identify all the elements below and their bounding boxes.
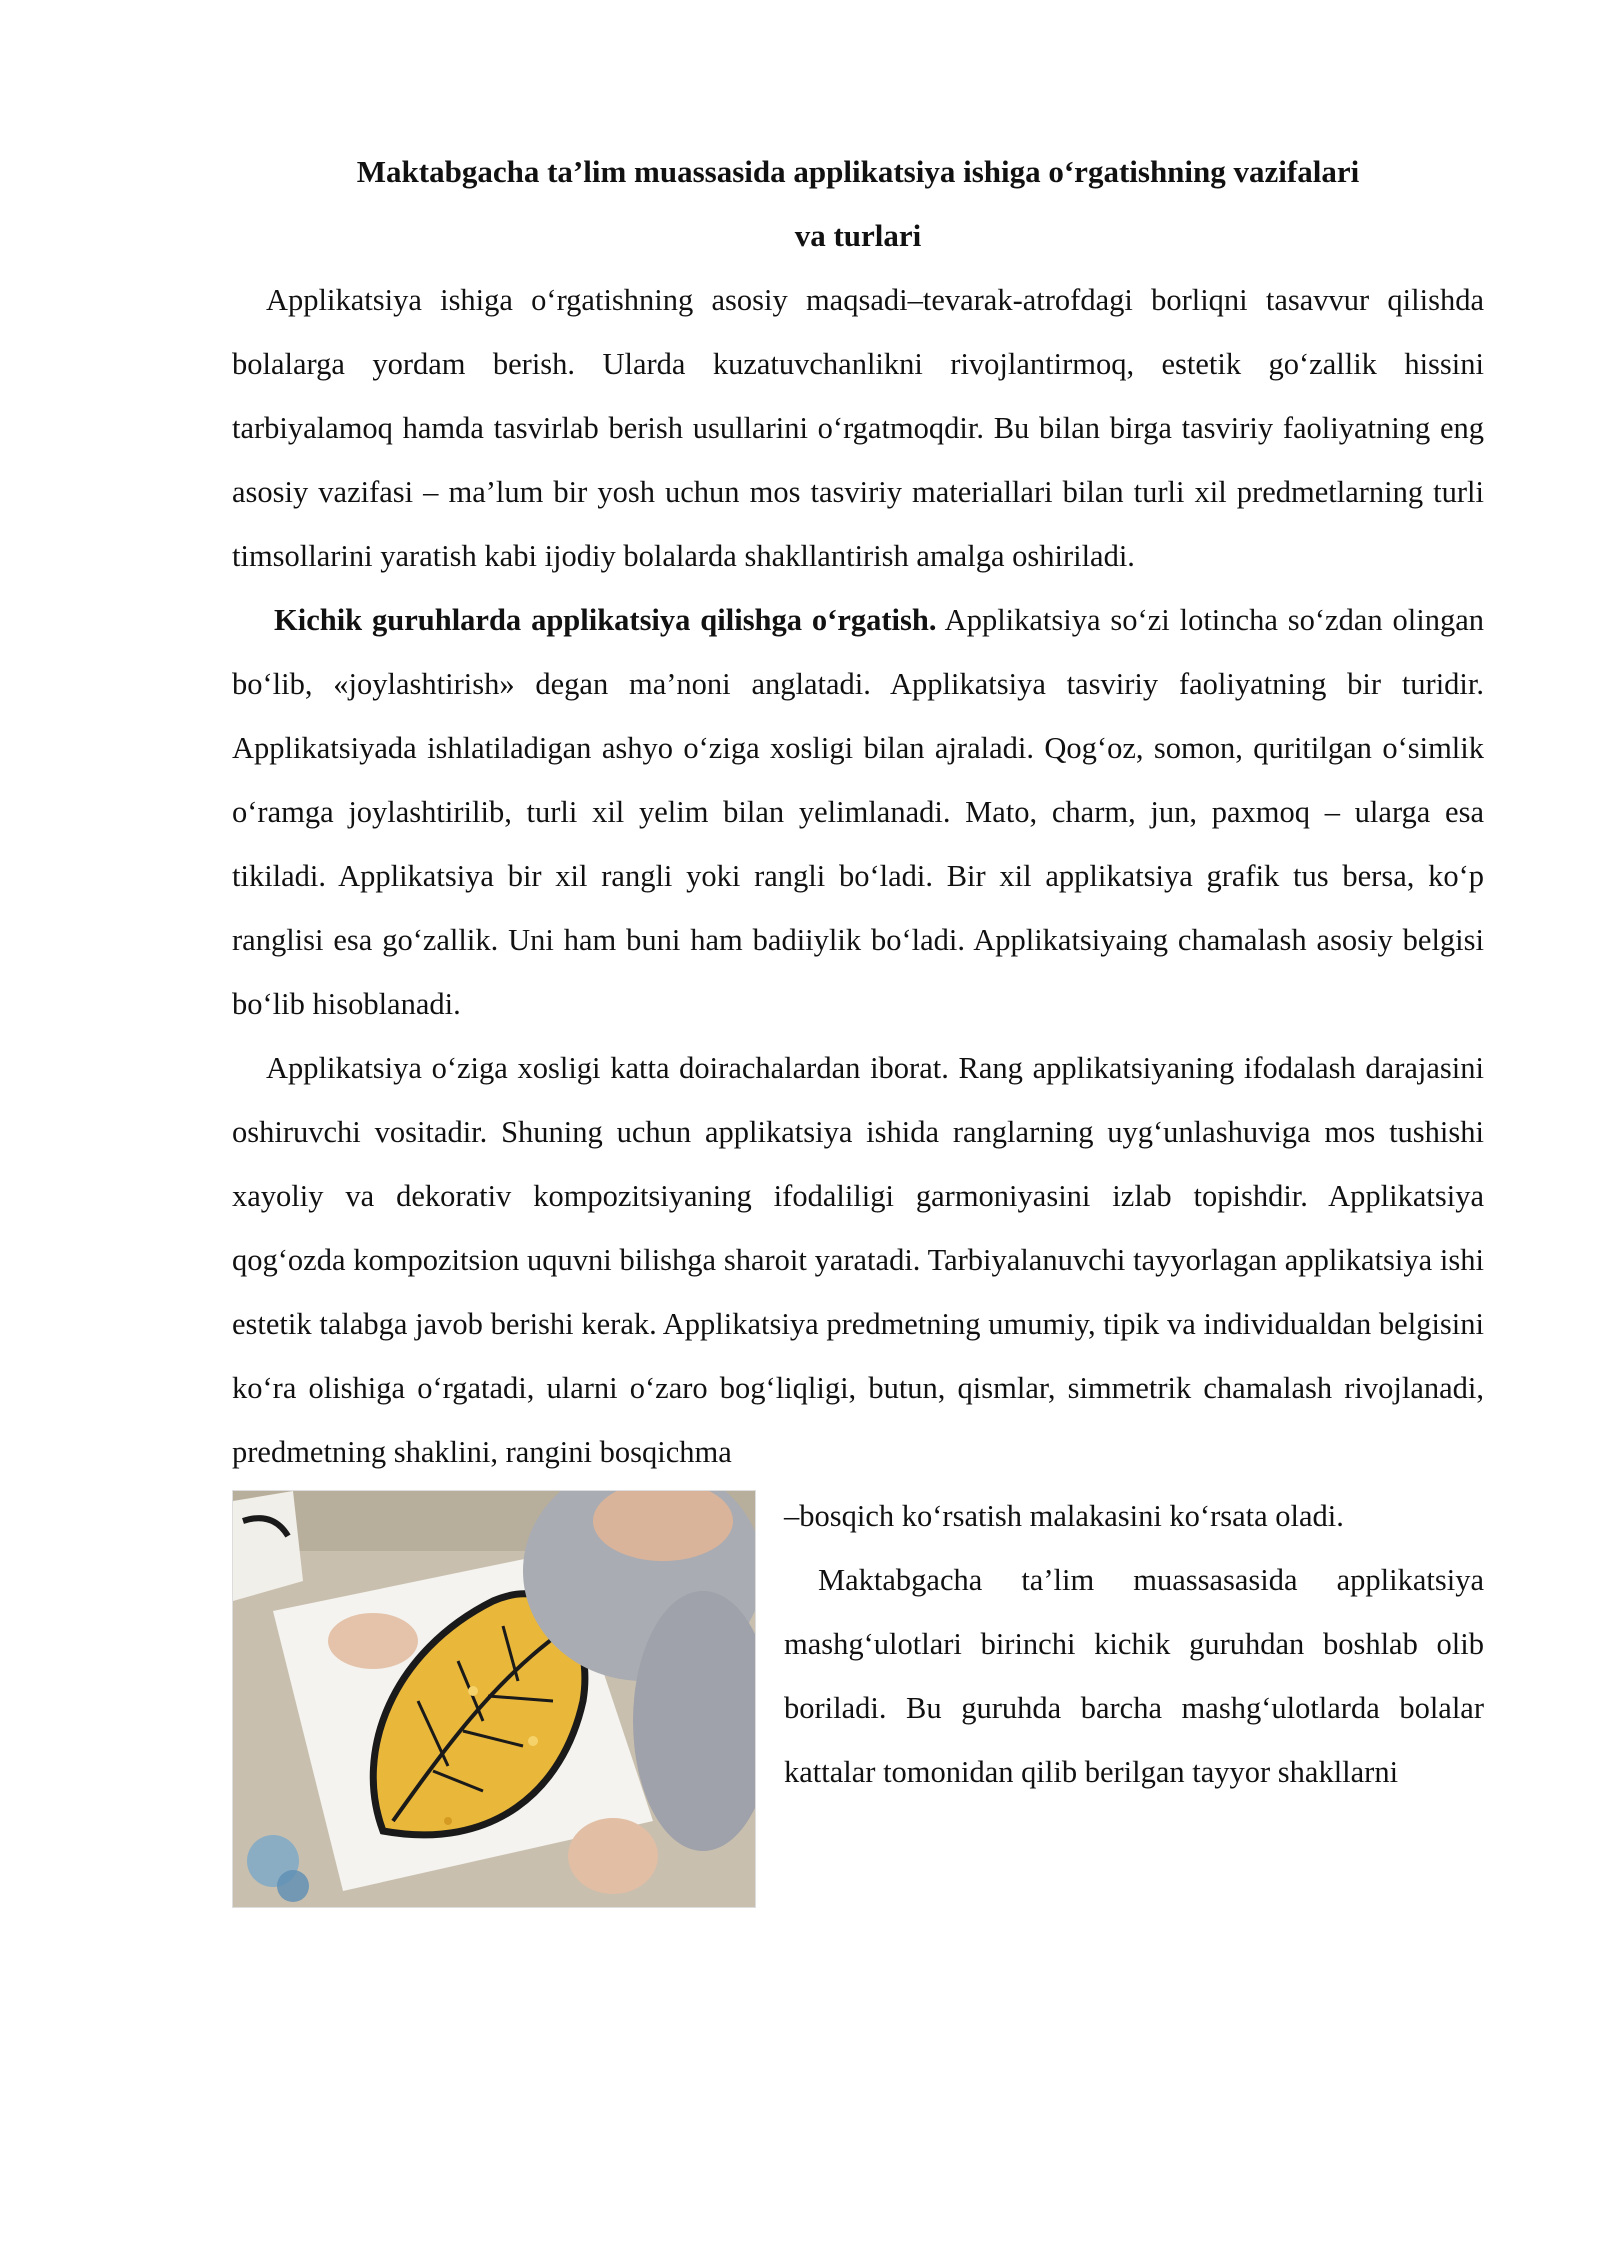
paragraph-3: Applikatsiya o‘ziga xosligi katta doirachalardan iborat. Rang applikatsiyaning ifodalash darajasini oshiruvchi vositadir. Shuning uchun applikatsiya ishida ranglarning uyg‘unlashuviga mos tushishi xayoliy va dekorativ kompozitsiyaning ifodaliligi garmoniyasini izlab topishdir. Applikatsiya qog‘ozda kompozitsion uquvni bilishga sharoit yaratadi. Tarbiyalanuvchi tayyorlagan applikatsiya ishi estetik talabga javob berishi kerak. Applikatsiya predmetning umumiy, tipik va individualdan belgisini ko‘ra olishiga o‘rgatadi, ularni o‘zaro bog‘liqligi, butun, qismlar, simmetrik chamalash rivojlanadi, predmetning shaklini, rangini bosqichma [232,1051,1484,1469]
paragraph-2-heading: Kichik guruhlarda applikatsiya qilishga o‘rgatish. [274,603,937,637]
paragraph-1: Applikatsiya ishiga o‘rgatishning asosiy maqsadi–tevarak-atrofdagi borliqni tasavvur qilishda bolalarga yordam berish. Ularda kuzatuvchanlikni rivojlantirmoq, estetik go‘zallik hissini tarbiyalamoq hamda tasvirlab berish usullarini o‘rgatmoqdir. Bu bilan birga tasviriy faoliyatning eng asosiy vazifasi – ma’lum bir yosh uchun mos tasviriy materiallari bilan turli xil predmetlarning turli timsollarini yaratish kabi ijodiy bolalarda shakllantirish amalga oshiriladi. [232,283,1484,573]
paragraph-3-continued: –bosqich ko‘rsatish malakasini ko‘rsata oladi. [784,1499,1344,1533]
paragraph-2 [232,588,1484,1036]
document-title-line2: va turlari [794,218,922,253]
photo-illustration [233,1491,755,1907]
paragraph-4: Maktabgacha ta’lim muassasasida applikatsiya mashg‘ulotlari birinchi kichik guruhdan boshlab olib boriladi. Bu guruhda barcha mashg‘ulotlarda bolalar kattalar tomonidan qilib berilgan tayyor shakllarni [784,1563,1484,1789]
document-title-line1: Maktabgacha ta’lim muassasida applikatsiya ishiga o‘rgatishning vazifalari [356,154,1360,189]
photo-section [232,1484,1484,1908]
document-page [232,140,1484,1908]
child-applique-photo-icon [232,1490,756,1908]
paragraph-2-body: Applikatsiya so‘zi lotincha so‘zdan olingan bo‘lib, «joylashtirish» degan ma’noni anglatadi. Applikatsiya tasviriy faoliyatning bir turidir. Applikatsiyada ishlatiladigan ashyo o‘ziga xosligi bilan ajraladi. Qog‘oz, somon, quritilgan o‘simlik o‘ramga joylashtirilib, turli xil yelim bilan yelimlanadi. Mato, charm, jun, paxmoq – ularga esa tikiladi. Applikatsiya bir xil rangli yoki rangli bo‘ladi. Bir xil applikatsiya grafik tus bersa, ko‘p ranglisi esa go‘zallik. Uni ham buni ham badiiylik bo‘ladi. Applikatsiyaing chamalash asosiy belgisi bo‘lib hisoblanadi. [232,603,1484,1021]
